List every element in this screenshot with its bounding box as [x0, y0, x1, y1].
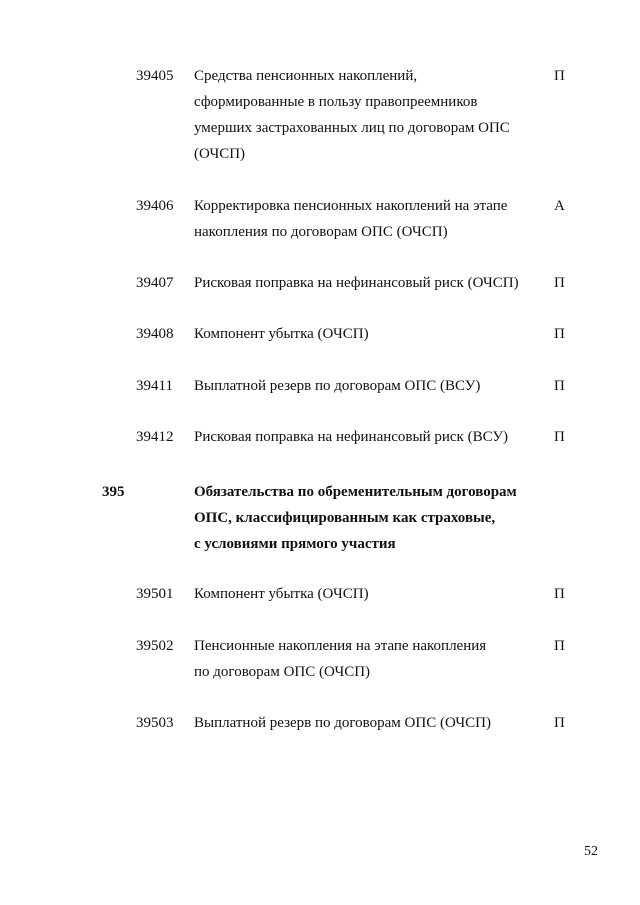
description-line: Пенсионные накопления на этапе накопления: [194, 638, 487, 654]
account-type-mark: П: [554, 378, 565, 394]
account-description: [194, 193, 534, 245]
account-type-mark: П: [554, 429, 565, 445]
account-type-mark: П: [554, 638, 565, 654]
account-type-mark: П: [554, 326, 565, 342]
description-line: Рисковая поправка на нефинансовый риск (ОЧСП): [194, 275, 519, 291]
section-title-line: ОПС, классифицированным как страховые,: [194, 510, 496, 526]
account-type-mark: П: [554, 68, 565, 84]
description-line: (ОЧСП): [194, 146, 246, 162]
account-code: 39501: [136, 586, 174, 602]
description-line: Средства пенсионных накоплений,: [194, 68, 418, 84]
section-title: [194, 479, 554, 557]
description-line: по договорам ОПС (ОЧСП): [194, 664, 371, 680]
section-title-line: Обязательства по обременительным договорам: [194, 484, 517, 500]
account-type-mark: А: [554, 198, 565, 214]
section-code: 395: [102, 484, 125, 500]
account-description: [194, 321, 534, 347]
description-line: накопления по договорам ОПС (ОЧСП): [194, 224, 448, 240]
account-code: 39411: [136, 378, 173, 394]
account-type-mark: П: [554, 715, 565, 731]
account-code: 39406: [136, 198, 174, 214]
account-description: [194, 270, 534, 296]
description-line: Выплатной резерв по договорам ОПС (ВСУ): [194, 378, 481, 394]
page-number: 52: [584, 844, 598, 859]
account-code: 39412: [136, 429, 174, 445]
description-line: умерших застрахованных лиц по договорам ОПС: [194, 120, 510, 136]
account-code: 39407: [136, 275, 174, 291]
account-description: [194, 373, 534, 399]
account-type-mark: П: [554, 275, 565, 291]
account-description: [194, 710, 534, 736]
account-code: 39405: [136, 68, 174, 84]
account-description: [194, 581, 534, 607]
account-code: 39408: [136, 326, 174, 342]
description-line: сформированные в пользу правопреемников: [194, 94, 478, 110]
account-description: [194, 633, 534, 685]
description-line: Компонент убытка (ОЧСП): [194, 326, 369, 342]
account-type-mark: П: [554, 586, 565, 602]
account-code: 39502: [136, 638, 174, 654]
account-description: [194, 63, 534, 167]
account-code: 39503: [136, 715, 174, 731]
account-description: [194, 424, 534, 450]
description-line: Компонент убытка (ОЧСП): [194, 586, 369, 602]
description-line: Выплатной резерв по договорам ОПС (ОЧСП): [194, 715, 492, 731]
section-title-line: с условиями прямого участия: [194, 536, 396, 552]
description-line: Корректировка пенсионных накоплений на этапе: [194, 198, 508, 214]
description-line: Рисковая поправка на нефинансовый риск (ВСУ): [194, 429, 509, 445]
